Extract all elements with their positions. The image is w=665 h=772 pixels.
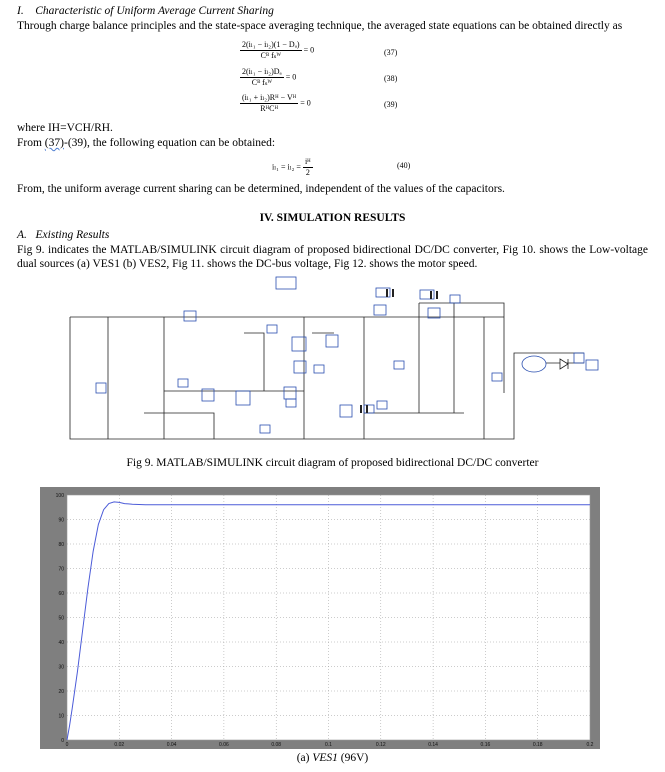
x-tick-label: 0.12 (375, 742, 386, 748)
y-tick-label: 60 (58, 591, 64, 597)
section-heading (17, 4, 648, 18)
subsection-heading: A. Existing Results (17, 229, 110, 241)
equation-39: $\frac{\text{(iₗ₁ + iₗ₂)Rᴴ − Vᴴ}}{\text{RᴴCᴴ}}$ = 0 (242, 93, 311, 113)
equation-reference: (37) (44, 137, 64, 149)
y-tick-label: 0 (61, 738, 64, 744)
equation-reference: (39) (67, 137, 87, 149)
x-tick-label: 0.1 (325, 742, 332, 748)
equation-40: iₗ₁ = iₗ₂ = $\frac{\text{iᴴ}}{2}$ (272, 157, 311, 177)
equation-number: (39) (384, 100, 398, 109)
section-number: I. (17, 5, 24, 17)
where-text: where IH=VCH/RH. (17, 122, 113, 134)
intro-paragraph: Through charge balance principles and the state-space averaging technique, the averaged state equations can be obtained directly as (17, 20, 623, 32)
equation-number: (37) (384, 48, 398, 57)
equation-37: $\frac{\text{2(iₗ₁ − iₗ₂)(1 − Dₐ)}}{\text{Cᴮ fₛᵂ}}$ = 0 (242, 40, 315, 60)
x-tick-label: 0 (65, 742, 69, 748)
from-text: From (37)-(39), the following equation can be obtained: (17, 137, 276, 149)
x-tick-label: 0.16 (480, 742, 491, 748)
equation-38: $\frac{\text{2(iₗ₁ − iₗ₂)Dₐ}}{\text{Cᴮ fₛᵂ}}$ = 0 (242, 67, 297, 87)
fig-paragraph: Fig 9. indicates the MATLAB/SIMULINK circuit diagram of proposed bidirectional DC/DC converter, Fig 10. shows the Low-voltage dual sources (a) VES1 (b) VES2, Fig 11. shows the DC-bus voltage, Fig 12. shows the motor speed. (17, 244, 648, 270)
y-tick-label: 40 (58, 640, 64, 646)
circuit-diagram (64, 273, 604, 443)
x-tick-label: 0.14 (428, 742, 438, 748)
y-tick-label: 80 (58, 542, 64, 548)
y-tick-label: 10 (58, 713, 64, 720)
conclusion-text: From, the uniform average current sharing can be determined, independent of the values of the capacitors. (17, 183, 505, 195)
section-iv-heading: IV. SIMULATION RESULTS (259, 212, 406, 224)
x-tick-label: 0.06 (219, 742, 229, 748)
y-tick-label: 70 (58, 566, 64, 573)
fig9-caption: Fig 9. MATLAB/SIMULINK circuit diagram of proposed bidirectional DC/DC converter (126, 457, 539, 469)
x-tick-label: 0.02 (114, 742, 125, 748)
y-tick-label: 30 (58, 664, 64, 671)
x-tick-label: 0.04 (166, 742, 177, 748)
y-tick-label: 50 (58, 615, 64, 622)
equation-number: (38) (384, 74, 398, 83)
fig10a-caption: (a) VES1 (96V) (296, 752, 369, 764)
y-tick-label: 90 (58, 517, 64, 524)
x-tick-label: 0.18 (532, 742, 543, 748)
x-tick-label: 0.08 (271, 742, 282, 748)
scope-chart (40, 487, 600, 749)
equation-number: (40) (397, 161, 411, 170)
y-tick-label: 100 (55, 493, 64, 499)
y-tick-label: 20 (58, 689, 64, 695)
x-tick-label: 0.2 (586, 742, 594, 748)
section-title: Characteristic of Uniform Average Current Sharing (35, 5, 274, 17)
